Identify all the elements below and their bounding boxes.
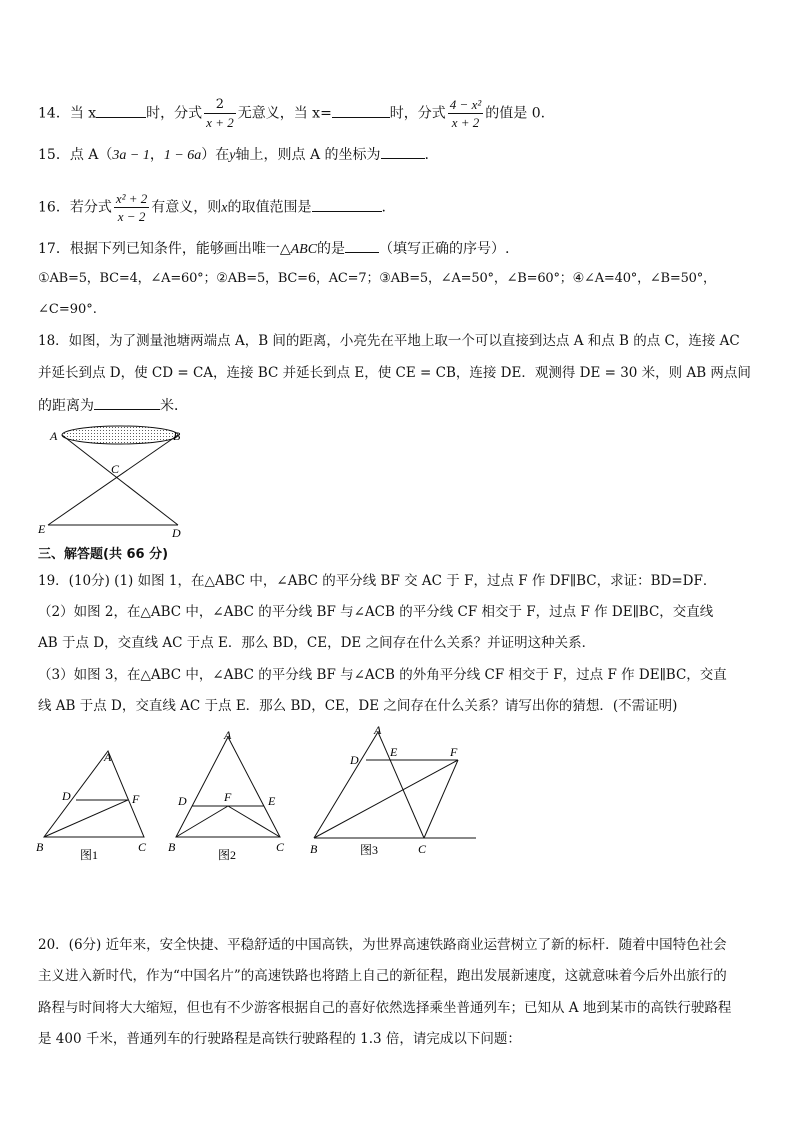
q18-blank: [94, 395, 160, 410]
fig3-label-B: B: [310, 842, 318, 856]
fig1-segment-BF: [44, 800, 128, 837]
q14-frac2-num: 4 − x²: [449, 97, 482, 112]
q20-line-2: 主义进入新时代，作为“中国名片”的高速铁路也将踏上自己的新征程，跑出发展新速度，这就意味着今后外出旅行的: [38, 968, 727, 984]
figure-3: [306, 722, 486, 862]
fig3-label-A: A: [374, 723, 382, 737]
q15-suffix: 轴上，则点 A 的坐标为: [235, 147, 381, 163]
fig3-segment-CF: [424, 760, 458, 838]
q20-line-1: 20．(6分) 近年来，安全快捷、平稳舒适的中国高铁，为世界高速铁路商业运营树立了新的标杆．随着中国特色社会: [38, 937, 727, 953]
label-C: C: [111, 462, 120, 476]
fig1-caption: 图1: [80, 848, 99, 862]
q14-fraction-1: [204, 96, 236, 131]
pond-figure: [30, 420, 200, 542]
q20-line-4: 是 400 千米，普通列车的行驶路程是高铁行驶路程的 1.3 倍，请完成以下问题：: [38, 1031, 521, 1047]
fig2-caption: 图2: [218, 848, 237, 862]
q16-frac-num: x² + 2: [115, 191, 148, 206]
fig3-label-D: D: [350, 753, 359, 767]
fig2-label-A: A: [224, 728, 232, 742]
segment-BE: [48, 435, 178, 525]
q17-tri: ABC: [290, 242, 318, 257]
q18-line-3: [38, 395, 188, 416]
q16-end: .: [381, 199, 386, 216]
fig2-label-B: B: [168, 840, 176, 854]
fig3-label-F: F: [450, 745, 458, 759]
section-3-title: 三、解答题(共 66 分): [38, 547, 169, 562]
figure-1: [32, 745, 157, 865]
label-E: E: [38, 522, 46, 536]
q16-mid: 有意义，则: [151, 199, 222, 216]
fig1-label-D: D: [62, 789, 71, 803]
q18-line-1: 18．如图，为了测量池塘两端点 A，B 间的距离，小亮先在平地上取一个可以直接到达点 A 和点 B 的点 C，连接 AC: [38, 333, 740, 349]
q14-fraction-2: [448, 96, 483, 131]
label-A: A: [50, 429, 58, 443]
fig3-label-C: C: [418, 842, 427, 856]
fig1-label-A: A: [104, 750, 112, 764]
q14-prefix: 14．当 x: [38, 105, 97, 122]
q14-frac1-num: 2: [204, 96, 236, 114]
q17-prefix: 17．根据下列已知条件，能够画出唯一△: [38, 241, 291, 257]
q14-mid2: 无意义，当 x=: [237, 105, 332, 122]
q15-blank: [381, 144, 425, 159]
q17-end: （填写正确的序号）.: [379, 241, 510, 257]
q17-line-1: [38, 238, 510, 260]
q17-line-2: ①AB=5，BC=4，∠A=60°；②AB=5，BC=6，AC=7；③AB=5，∠A=50°，∠B=60°；④∠A=40°，∠B=50°，: [38, 271, 716, 286]
q19-line-1: 19．(10分) (1) 如图 1，在△ABC 中，∠ABC 的平分线 BF 交 AC 于 F，过点 F 作 DF∥BC，求证：BD=DF．: [38, 573, 717, 589]
fig3-segment-AC: [378, 732, 424, 838]
pond-ellipse: [62, 426, 178, 444]
fig2-label-D: D: [178, 794, 187, 808]
q17-suffix: 的是: [317, 241, 346, 257]
fig2-label-E: E: [268, 794, 276, 808]
segment-AD: [62, 435, 178, 525]
q16: [38, 190, 386, 225]
q18-line3-prefix: 的距离为: [38, 398, 94, 414]
q18-line-2: 并延长到点 D，使 CD = CA，连接 BC 并延长到点 E，使 CE = CB，连接 DE．观测得 DE = 30 米，则 AB 两点间: [38, 365, 751, 381]
q14-frac2-den: x + 2: [451, 115, 480, 130]
fig3-caption: 图3: [360, 843, 379, 857]
q19-line-4: （3）如图 3，在△ABC 中，∠ABC 的平分线 BF 与∠ACB 的外角平分线 CF 相交于 F，过点 F 作 DE∥BC，交直: [38, 667, 727, 683]
q14-blank-1: [96, 103, 146, 118]
q15-coord1: 3a − 1: [112, 148, 150, 163]
label-D: D: [172, 526, 181, 540]
q15-axis: y: [229, 148, 236, 163]
fig3-label-E: E: [390, 745, 398, 759]
q16-suffix: 的取值范围是: [227, 199, 312, 216]
q20-line-3: 路程与时间将大大缩短，但也有不少游客根据自己的喜好依然选择乘坐普通列车；已知从 A 地到某市的高铁行驶路程: [38, 1000, 732, 1016]
fig3-segment-BF: [314, 760, 458, 838]
q17-line-3: ∠C=90°.: [38, 302, 97, 317]
fig2-triangle: [176, 737, 280, 837]
q15-prefix: 15．点 A（: [38, 147, 113, 163]
figure-2: [162, 725, 292, 865]
q14: [38, 96, 545, 131]
fig1-label-F: F: [132, 792, 140, 806]
q15-comma: ，: [149, 147, 164, 163]
fig1-label-C: C: [138, 840, 147, 854]
q19-line-5: 线 AB 于点 D，交直线 AC 于点 E．那么 BD，CE，DE 之间存在什么关系？请写出你的猜想．(不需证明): [38, 698, 678, 714]
q14-mid1: 时，分式: [146, 105, 203, 122]
q16-fraction: [114, 190, 149, 225]
q19-line-2: （2）如图 2，在△ABC 中，∠ABC 的平分线 BF 与∠ACB 的平分线 CF 相交于 F，过点 F 作 DE∥BC，交直线: [38, 604, 714, 620]
q15-coord2: 1 − 6a: [163, 148, 202, 163]
q19-line-3: AB 于点 D，交直线 AC 于点 E．那么 BD，CE，DE 之间存在什么关系？并证明这种关系．: [38, 635, 596, 651]
q16-blank: [312, 197, 382, 212]
fig1-triangle: [44, 751, 144, 837]
q15: [38, 144, 429, 166]
q14-blank-2: [332, 103, 390, 118]
label-B: B: [173, 429, 181, 443]
q16-prefix: 16．若分式: [38, 199, 112, 216]
q18-line3-suffix: 米．: [160, 398, 188, 414]
q14-frac1-den: x + 2: [206, 115, 234, 130]
fig1-label-B: B: [36, 840, 44, 854]
q14-suffix: 的值是 0.: [485, 105, 546, 122]
q16-frac-den: x − 2: [117, 209, 146, 224]
fig2-label-F: F: [224, 790, 232, 804]
q17-blank: [345, 238, 379, 253]
fig2-label-C: C: [276, 840, 285, 854]
q14-mid3: 时，分式: [389, 105, 446, 122]
fig3-segment-AB: [314, 732, 378, 838]
q16-var: x: [221, 200, 228, 216]
q15-end: .: [424, 147, 429, 163]
q15-mid: ）在: [201, 147, 230, 163]
